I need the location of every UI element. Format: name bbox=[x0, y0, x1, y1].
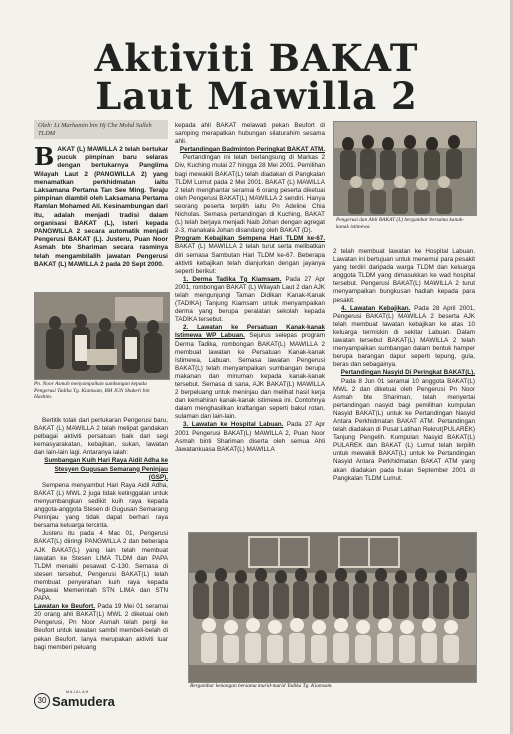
column-2 bbox=[175, 122, 325, 454]
col3-heading: Pertandingan Nasyid Di Peringkat BAKAT(L). bbox=[340, 369, 475, 377]
col2-paragraph: Pertandingan ini telah berlangsung di Markas 2 Div, Kuching mulai 27 hingga 28 Mei 2001. Pemilihan bagi mewakili BAKAT(L) telah diadakan di Pangkalan TLDM Lumut pada 2 Mei 2001. BAKAT (L) MAWILLA 2 telah menghantar seramai 6 orang peserta diketuai oleh Pengerusi BAKAT(L) MAWILLA 2 sendiri. Hanya seorang peserta terpilih iaitu Pn Adeline Chia Nicholas. Semasa pertandingan di Kuching, BAKAT (L) telah berjaya menjadi Naib Johan dengan agregat 2-3, manakala Johan disandang oleh BAKAT (D). bbox=[175, 154, 325, 235]
byline: Oleh: Lt Marhamin bin Hj Che Mohd Salleh TLDM bbox=[34, 120, 168, 139]
col1-paragraph: Sempena menyambut Hari Raya Aidil Adha, BAKAT (L) MWL 2 juga tidak ketinggalan untuk menyumbangkan sedikit kuih raya kepada anggota-anggota Stesen di Gugusan Semarang Peninjau yang tidak dapat berhari raya bersama keluarga tercinta. bbox=[34, 481, 168, 530]
col3-item-heading: 4. Lawatan Kebajikan. bbox=[341, 304, 411, 312]
column-1-intro bbox=[34, 142, 168, 269]
photo-group-tadika bbox=[188, 532, 477, 683]
col1-heading: Lawatan ke Beufort. bbox=[34, 603, 96, 611]
drop-cap: B bbox=[34, 142, 55, 171]
intro-text: AKAT (L) MAWILLA 2 telah bertukar pucuk pimpinan baru selaras dengan bertukarnya Panglima Wilayah Laut 2 (PANGWILLA 2) yang menamatkan perkhidmatan iaitu Laksamana Pertama Tan See Ming. Teraju pimpinan diambil oleh Laksamana Pertama Ramlan Mohamed Ali. Kesinambungan dari itu, adalah menjadi tradisi dalam organisasi BAKAT (L), isteri kepada PANGWILLA 2 secara automatik menjadi Pengerusi BAKAT (L). Justeru, Puan Noor Asmah bte Shariman secara rasminya telah mengambilalih jawatan Pengerusi BAKAT (L) MAWILLA 2 pada 20 Sept 2000. bbox=[34, 146, 168, 268]
col1-heading bbox=[34, 457, 168, 481]
col2-paragraph: kepada ahli BAKAT melawati pekan Beufort di samping merapatkan hubungan silaturahim sesama ahli. bbox=[175, 122, 325, 146]
col1-paragraph: Bertitik tolak dari pertukaran Pengerusi baru, BAKAT (L) MAWILLA 2 telah melipat gandakan pelbagai aktiviti persatuan baik dari segi kemasyarakatan, kebajikan, sukan, lawatan dan lain-lain lagi. Antaranya ialah: bbox=[34, 417, 168, 457]
photo-donation bbox=[34, 292, 170, 380]
col1-paragraph: Pada 19 Mei 01 seramai 20 orang ahli BAKAT(L) MWL 2 diketuai oleh Pengerusi, Pn Noor Asmah telah pergi ke Beufort untuk lawatan sambil membeli-belah di pekan Beufort. Ianya merupakan aktiviti luar bagi memberi peluang bbox=[34, 603, 168, 651]
col2-item-text: Pada 27 Apr 2001, rombongan BAKAT (L) Wilayah Laut 2 dan AJK telah mengunjungi Taman Didikan Kanak-Kanak (TADIKA) Tanjung Kiamsam untuk menyampaikan derma yang berupa peralatan sekolah kepada TADIKA tersebut. bbox=[175, 275, 325, 324]
magazine-logo bbox=[52, 690, 115, 709]
col2-item-heading: 1. Derma Tadika Tg Kiamsam. bbox=[183, 275, 282, 283]
col2-heading: Program Kebajikan Sempena Hari TLDM ke-67. bbox=[175, 235, 325, 243]
caption-photo3: Bergambar kenangan bersama murid-murid Tadika Tg. Kiamsam. bbox=[190, 683, 333, 689]
caption-photo2: Pengerusi dan Ahli BAKAT (L) bergambar bersama kanak-kanak istimewa. bbox=[336, 217, 465, 230]
col3-paragraph: 2 telah membuat lawatan ke Hospital Labuan. Lawatan ini bertujuan untuk menemui para pesakit yang terdiri daripada warga TLDM dan keluarga anggota TLDM yang dimasukkan ke wad hospital tersebut. Pengerusi BAKAT(L) MAWILLA 2 turut menyampaikan bungkusan hadiah kepada para pesakit. bbox=[333, 248, 475, 304]
magazine-tagline: MAJALAH bbox=[66, 690, 90, 694]
col2-heading: Pertandingan Badminton Peringkat BAKAT ATM. bbox=[179, 146, 325, 154]
page-number: 30 bbox=[34, 693, 50, 709]
intro-paragraph bbox=[34, 142, 168, 269]
column-3 bbox=[333, 248, 475, 483]
col2-item-heading: 3. Lawatan ke Hospital Labuan. bbox=[183, 421, 284, 429]
col3-item-text: Pada 28 April 2001, Pengerusi BAKAT(L) MAWILLA 2 beserta AJK telah membuat lawatan kebajikan ke atas 10 keluarga termiskin di sekitar Labuan. Dalam lawatan tersebut BAKAT(L) MAWILLA 2 telah menyampaikan sumbangan dalam bentuk hamper berupa barangan dapur seperti tepung, gula, beras dan sebagainya. bbox=[333, 304, 476, 369]
col1-heading-text: Sumbangan Kuih Hari Raya Aidil Adha ke Stesyen Gugusan Semarang Peninjau (GSP). bbox=[44, 457, 168, 481]
col2-item-heading: 2. Lawatan ke Persatuan Kanak-kanak Istimewa WP Labuan. bbox=[175, 324, 325, 340]
col3-paragraph: Pada 8 Jun 01 seramai 10 anggota BAKAT(L) MWL 2 dan diketuai oleh Pengerusi Pn Noor Asmah bte Shariman, telah menyertai pertandingan nasyid bagi pemilihan kumpulan Nasyid BAKAT(L) untuk ke Pertandingan Nasyid Antara Perkhidmatan BAKAT ATM. Pertandingan telah diadakan di Pusat Latihan Rekrut(PULAREK) Tanjung Pengelih. Kumpulan Nasyid BAKAT(L) PULAREK dan BAKAT (L) Lumut telah terpilih untuk mewakili BAKAT(L) untuk ke Pertandingan Nasyid Antara Perkhidmatan BAKAT ATM yang akan diadakan pada bulan September 2001 di Pangkalan TLDM Lumut. bbox=[333, 377, 475, 482]
col2-paragraph: BAKAT (L) MAWILLA 2 telah turut serta melibatkan diri semasa Sambutan Hari TLDM ke-67. Beberapa aktiviti kebajikan telah dianjurkan dengan jayanya seperti berikut: bbox=[175, 243, 325, 275]
col1-paragraph: Justeru itu pada 4 Mac 01, Pengerusi BAKAT(L) diiringi PANGWILLA 2 dan beberapa AJK BAKAT(L) yang lain telah membuat lawatan ke Stesen LIMA TLDM dan PAPA TLDM menaiki pesawat C-130. Semasa di stesen tersebut, Pengerusi BAKAT(L) telah membuat penyerahan kuih raya kepada Pegawai Memerintah STN LIMA dan STN PAPA. bbox=[34, 530, 168, 603]
article-title-line2: Laut Mawilla 2 bbox=[95, 74, 418, 118]
caption-photo1: Pn. Noor Asmah menyampaikan sumbangan kepada Pengerusi Tadika Tg. Kiamsam, BM JGN Shukeri bin Hashim. bbox=[34, 381, 150, 401]
column-1-body bbox=[34, 417, 168, 652]
photo-special-children bbox=[333, 121, 477, 216]
col2-item-text: Sejurus selepas program Derma Tadika, rombongan BAKAT(L) MAWILLA 2 membuat lawatan ke Persatuan Kanak-kanak Istimewa, Labuan. Semasa lawatan Pengerusi BAKAT(L) telah menyampaikan sumbangan berupa makanan dan minuman kepada kanak-kanak tersebut. Semasa di sana, AJK BAKAT(L) MAWILLA 2 berpeluang untuk meninjau dan melihat hasil kerja dan kemahiran kanak-kanak istimewa ini. Contohnya dalam menghasilkan kraftangan seperti bakul rotan, sulaman dan lain-lain. bbox=[175, 332, 325, 421]
article-title-line1: Aktiviti BAKAT bbox=[94, 36, 419, 80]
col2-item-text: Pada 27 Apr 2001 Pengerusi BAKAT(L) MAWILLA 2, Puan Noor Asmah binti Shariman diserta oleh semua Ahli Jawatankuasa BAKAT(L) MAWILLA bbox=[175, 421, 325, 453]
magazine-name: Samudera bbox=[52, 694, 115, 709]
